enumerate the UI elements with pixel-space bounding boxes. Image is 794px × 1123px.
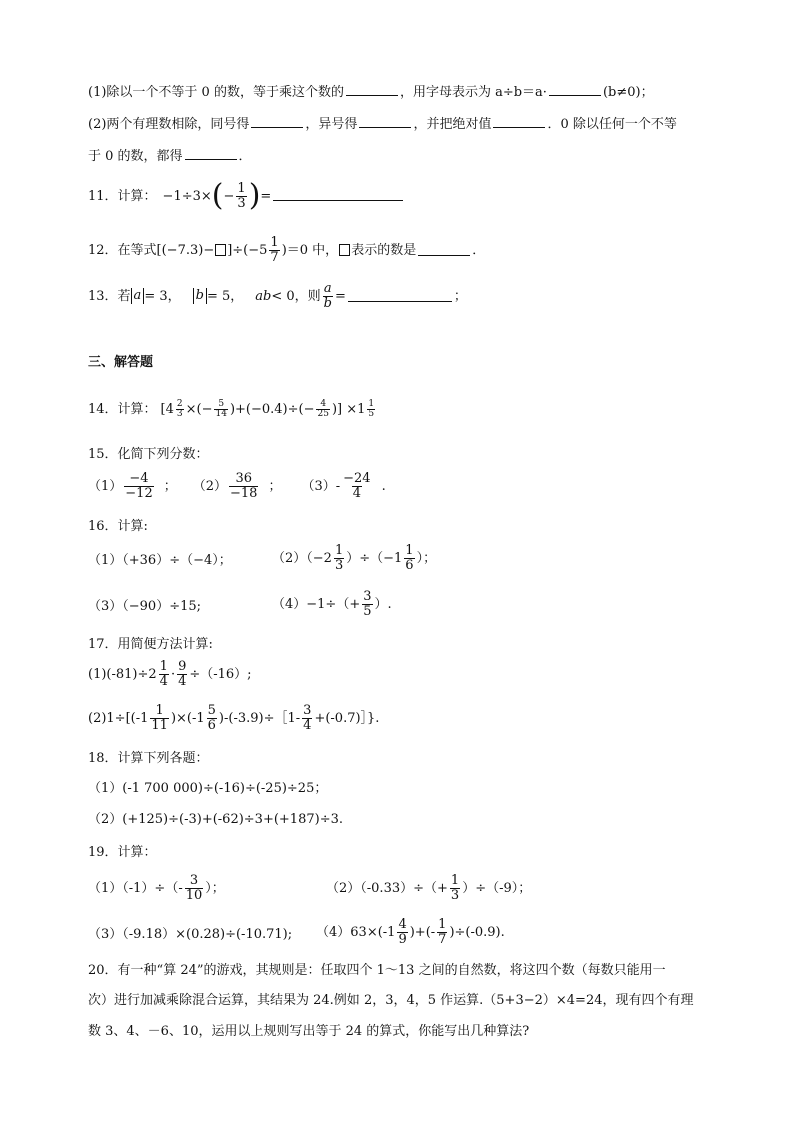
q16-text: （4）−1÷（+ — [272, 596, 361, 612]
denominator: 5 — [363, 603, 372, 619]
q20-line1: 20．有一种“算 24”的游戏，其规则是：任取四个 1～13 之间的自然数，将这四个数（每数只能用一 — [88, 963, 666, 978]
q12-text: )＝0 中， — [281, 242, 339, 258]
numerator: 2 — [176, 399, 183, 409]
q15-items — [88, 472, 386, 500]
q17-text: (2)1÷[(-1 — [88, 710, 149, 726]
numerator: 1 — [334, 543, 344, 558]
q12-text: 12．在等式[(−7.3)− — [88, 242, 215, 258]
q14-text: )+(−0.4)÷(− — [229, 402, 315, 418]
square-box-icon — [339, 244, 350, 256]
q13-text: < 0，则 — [271, 288, 321, 304]
denominator: 4 — [352, 485, 361, 501]
fraction — [124, 472, 153, 500]
q14 — [88, 400, 377, 420]
q18-title: 18．计算下列各题： — [88, 751, 209, 766]
q10-text: ．0 除以任何一个不等 — [547, 117, 677, 132]
q11-expression: −1÷3× — [162, 188, 212, 204]
q10-text: ，用字母表示为 a÷b＝a· — [399, 85, 547, 100]
denominator: 3 — [176, 409, 183, 420]
denominator: 11 — [151, 717, 168, 733]
denominator: −12 — [125, 485, 153, 501]
numerator: 5 — [207, 703, 216, 718]
denominator: 6 — [207, 717, 216, 733]
q16-item-1: （1）（+36）÷（−4）； — [88, 553, 232, 568]
q17-item-1 — [88, 660, 252, 688]
fraction — [404, 544, 414, 572]
q17-text: +(-0.7)］}. — [314, 710, 380, 726]
numerator: 1 — [438, 917, 447, 932]
minus-sign: − — [223, 188, 235, 204]
q13-text: 13．若 — [88, 288, 131, 304]
q20-line2: 次）进行加减乘除混合运算，其结果为 24.例如 2，3，4，5 作运算.（5+3−2）×4=24，现有四个有理 — [88, 993, 694, 1008]
fraction — [450, 874, 460, 902]
right-paren: ) — [248, 178, 261, 213]
fraction — [367, 400, 375, 420]
fraction — [323, 282, 333, 310]
q12-text: 表示的数是 — [351, 242, 417, 258]
q19-title: 19．计算： — [88, 845, 157, 860]
q16-item-4 — [272, 590, 392, 618]
answer-blank[interactable] — [273, 199, 403, 201]
q20-line3: 数 3、4、－6、10，运用以上规则写出等于 24 的算式，你能写出几种算法? — [88, 1024, 530, 1039]
numerator: 36 — [235, 471, 252, 486]
separator: ； — [268, 478, 282, 494]
question-number: 11．计算： — [88, 188, 157, 204]
numerator: 1 — [270, 235, 279, 250]
q10-line2 — [88, 118, 677, 131]
section-heading: 三、解答题 — [88, 355, 154, 370]
numerator: 4 — [320, 399, 327, 409]
q19-text: )÷(-0.9). — [449, 924, 505, 940]
q10-text: ，并把绝对值 — [413, 117, 492, 132]
q19-item-3: （3）（-9.18）×(0.28)÷(-10.71); — [88, 927, 293, 942]
numerator: 1 — [450, 873, 460, 888]
numerator: a — [323, 281, 332, 296]
fraction — [229, 472, 258, 500]
denominator: 4 — [178, 673, 187, 689]
numerator: 4 — [398, 917, 407, 932]
fraction — [269, 236, 279, 264]
numerator: 5 — [218, 399, 225, 409]
q16-title: 16．计算: — [88, 519, 148, 534]
fraction — [177, 660, 187, 688]
answer-blank[interactable] — [185, 158, 237, 160]
numerator: 1 — [237, 180, 246, 196]
denominator: 4 — [159, 673, 168, 689]
answer-blank[interactable] — [348, 300, 452, 302]
fraction — [207, 704, 217, 732]
q10-text: (2)两个有理数相除，同号得 — [88, 117, 250, 132]
denominator: 5 — [368, 409, 375, 420]
q19-item-1 — [88, 874, 225, 902]
denominator: 7 — [438, 931, 447, 947]
q12-text: ]÷(−5 — [227, 242, 268, 258]
q17-text: )×(-1 — [170, 710, 205, 726]
denominator: 3 — [450, 887, 460, 903]
fraction — [150, 704, 169, 732]
numerator: 1 — [159, 659, 168, 674]
q19-text: ）÷（-9）； — [462, 880, 532, 896]
q10-line1 — [88, 86, 654, 99]
q11 — [88, 178, 405, 213]
q18-item-2: （2）(+125)÷(-3)+(-62)÷3+(+187)÷3. — [88, 812, 343, 827]
numerator: 3 — [303, 703, 312, 718]
square-box-icon — [215, 244, 226, 256]
q14-text: [4 — [160, 402, 174, 418]
q10-text: ． — [238, 149, 252, 164]
q18-item-1: （1）(-1 700 000)÷(-16)÷(-25)÷25； — [88, 781, 328, 796]
q19-text: （4）63×(-1 — [316, 924, 396, 940]
q16-text: ）； — [416, 550, 437, 566]
denominator: 25 — [317, 409, 329, 420]
q15-title: 15．化简下列分数： — [88, 447, 209, 462]
q14-text: )] ×1 — [331, 402, 366, 418]
fraction — [185, 874, 204, 902]
fraction — [437, 918, 447, 946]
left-paren: ( — [211, 178, 224, 213]
q17-item-2 — [88, 704, 379, 732]
q19-item-4 — [316, 918, 505, 946]
answer-blank[interactable] — [418, 254, 470, 256]
fraction — [236, 182, 246, 210]
fraction — [362, 590, 372, 618]
q17-text: ÷（-16）; — [189, 666, 252, 682]
separator: . — [381, 478, 386, 494]
denominator: 7 — [270, 249, 279, 265]
fraction — [302, 704, 312, 732]
fraction — [159, 660, 169, 688]
item-label: （1） — [88, 478, 123, 494]
q16-text: （2）（−2 — [272, 550, 332, 566]
absolute-value-a: a — [131, 288, 145, 304]
denominator: 4 — [303, 717, 312, 733]
numerator: 3 — [363, 589, 372, 604]
q17-text: (1)(-81)÷2 — [88, 666, 157, 682]
denominator: 3 — [237, 195, 246, 211]
q13-text: ； — [453, 288, 467, 304]
answer-blank[interactable] — [251, 126, 303, 128]
q16-text: ）÷（−1 — [346, 550, 403, 566]
q13-text: = 5， — [206, 288, 244, 304]
q10-line3 — [88, 150, 252, 163]
q10-text: 于 0 的数，都得 — [88, 149, 183, 164]
q16-text: ）. — [374, 596, 392, 612]
q19-item-2 — [326, 874, 531, 902]
q19-text: （1）（-1）÷（- — [88, 880, 183, 896]
item-label: （2） — [192, 478, 228, 494]
q17-title: 17．用简便方法计算: — [88, 637, 213, 652]
denominator: 10 — [185, 887, 203, 903]
q12 — [88, 236, 485, 264]
fraction — [342, 472, 371, 500]
question-number: 14．计算： — [88, 402, 157, 418]
numerator: 1 — [155, 703, 164, 718]
fraction — [334, 544, 344, 572]
answer-blank[interactable] — [549, 94, 601, 96]
q19-text: ）； — [205, 880, 225, 896]
fraction — [214, 400, 227, 420]
q14-text: ×(− — [185, 402, 213, 418]
fraction — [316, 400, 329, 420]
q10-text: (b≠0)； — [602, 85, 654, 100]
denominator: 14 — [215, 409, 227, 420]
q17-text: · — [170, 666, 176, 682]
q16-item-3: （3）（−90）÷15; — [88, 599, 202, 614]
absolute-value-b: b — [193, 288, 207, 304]
q13-text: = 3， — [144, 288, 181, 304]
numerator: 1 — [368, 399, 375, 409]
q16-item-2 — [272, 544, 436, 572]
product-ab: ab — [255, 288, 272, 304]
answer-blank[interactable] — [493, 126, 545, 128]
q17-text: )-(-3.9)÷［1- — [218, 710, 301, 726]
answer-blank[interactable] — [346, 94, 398, 96]
separator: ； — [163, 478, 177, 494]
q19-text: )+(- — [409, 924, 436, 940]
q13 — [88, 282, 467, 310]
numerator: −4 — [129, 471, 149, 486]
fraction — [397, 918, 407, 946]
denominator: 9 — [398, 931, 407, 947]
denominator: b — [323, 295, 332, 311]
numerator: 3 — [189, 873, 199, 888]
fraction — [176, 400, 184, 420]
q10-text: ，异号得 — [305, 117, 358, 132]
numerator: −24 — [343, 471, 371, 486]
answer-blank[interactable] — [359, 126, 411, 128]
q10-text: (1)除以一个不等于 0 的数，等于乘这个数的 — [88, 85, 344, 100]
numerator: 1 — [405, 543, 414, 558]
denominator: 6 — [405, 557, 414, 573]
equals-sign: = — [260, 188, 272, 204]
denominator: −18 — [230, 485, 258, 501]
q12-text: ． — [472, 242, 486, 258]
numerator: 9 — [178, 659, 187, 674]
equals-sign: = — [334, 288, 346, 304]
item-label: （3）- — [301, 478, 341, 494]
denominator: 3 — [334, 557, 344, 573]
q19-text: （2）（-0.33）÷（+ — [326, 880, 448, 896]
